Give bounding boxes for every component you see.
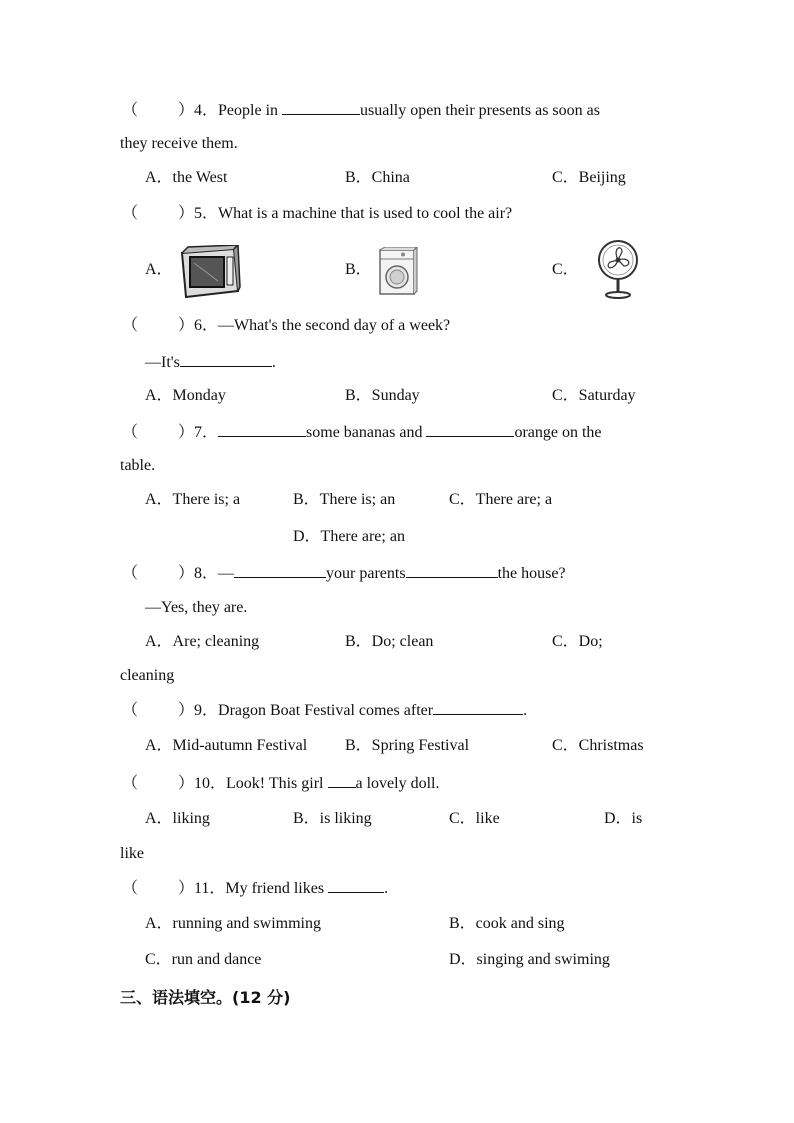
question-7-suffix: orange on the (514, 424, 602, 441)
electric-fan-icon (592, 238, 644, 300)
answer-paren: （ (122, 702, 139, 719)
answer-paren: （ (122, 317, 139, 334)
option-a: A． (145, 261, 173, 278)
answer-paren: （ (122, 565, 139, 582)
question-10 (122, 773, 439, 794)
answer-blank (426, 422, 514, 437)
question-8-prefix: ）8．— (178, 565, 235, 582)
question-6-reply (145, 352, 276, 373)
option-c: C．There are; a (449, 491, 553, 508)
question-11-suffix: . (384, 880, 389, 897)
question-8-middle: your parents (326, 565, 406, 582)
answer-blank (328, 878, 384, 893)
question-10-suffix: a lovely doll. (355, 775, 440, 792)
question-9 (122, 700, 527, 721)
option-d: D．is (604, 810, 643, 827)
option-b: B．Spring Festival (345, 737, 470, 754)
option-a: A．Monday (145, 387, 226, 404)
answer-blank (282, 100, 360, 115)
reply-suffix: . (271, 354, 276, 371)
option-b: B．Do; clean (345, 633, 434, 650)
option-a: A．liking (145, 810, 210, 827)
option-c: C．Saturday (552, 387, 636, 404)
option-b: B．China (345, 169, 410, 186)
question-10-prefix: ）10．Look! This girl (178, 775, 324, 792)
option-a: A．Are; cleaning (145, 633, 260, 650)
question-8-suffix: the house? (497, 565, 566, 582)
microwave-oven-icon (178, 245, 242, 301)
option-d: D．There are; an (293, 528, 405, 545)
answer-paren: （ (122, 102, 139, 119)
question-11 (122, 878, 388, 899)
option-a: A．running and swimming (145, 915, 321, 932)
answer-paren: （ (122, 424, 139, 441)
question-4 (122, 100, 600, 121)
question-5 (122, 204, 512, 224)
answer-blank (218, 422, 306, 437)
reply-prefix: —It's (145, 354, 180, 371)
option-d: D．singing and swiming (449, 951, 610, 968)
answer-blank (433, 700, 523, 715)
section-title: 三、语法填空。(12 分) (120, 988, 291, 1007)
question-7-middle: some bananas and (306, 424, 423, 441)
answer-blank (328, 773, 356, 788)
option-c: C． (552, 261, 579, 278)
option-a: A．the West (145, 169, 228, 186)
option-b: B．There is; an (293, 491, 396, 508)
answer-paren: （ (122, 775, 139, 792)
answer-blank (234, 563, 326, 578)
answer-paren: （ (122, 205, 139, 222)
question-11-prefix: ）11．My friend likes (178, 880, 325, 897)
option-c: C．run and dance (145, 951, 262, 968)
question-7-continuation: table. (120, 457, 156, 474)
option-c: C．Christmas (552, 737, 644, 754)
option-d-continuation: like (120, 845, 144, 862)
option-c-continuation: cleaning (120, 667, 175, 684)
option-b: B．is liking (293, 810, 372, 827)
option-b: B． (345, 261, 372, 278)
question-6 (122, 316, 450, 336)
question-7-prefix: ）7． (178, 424, 219, 441)
option-c: C．Do; (552, 633, 603, 650)
washing-machine-icon (377, 247, 419, 297)
option-a: A．There is; a (145, 491, 241, 508)
question-8-reply: —Yes, they are. (145, 599, 248, 616)
question-4-text-cont: usually open their presents as soon as (360, 102, 600, 119)
option-c: C．like (449, 810, 500, 827)
option-b: B．cook and sing (449, 915, 565, 932)
answer-blank (180, 352, 272, 367)
option-c: C．Beijing (552, 169, 626, 186)
question-4-text: ）4．People in (178, 102, 279, 119)
answer-paren: （ (122, 880, 139, 897)
option-a: A．Mid-autumn Festival (145, 737, 308, 754)
answer-blank (406, 563, 498, 578)
option-b: B．Sunday (345, 387, 420, 404)
question-7 (122, 422, 602, 443)
question-9-prefix: ）9．Dragon Boat Festival comes after (178, 702, 434, 719)
question-5-text: ）5．What is a machine that is used to cool the air? (178, 205, 513, 222)
question-4-continuation: they receive them. (120, 135, 238, 152)
question-8 (122, 563, 566, 584)
question-6-text: ）6．—What's the second day of a week? (178, 317, 451, 334)
question-9-suffix: . (523, 702, 528, 719)
